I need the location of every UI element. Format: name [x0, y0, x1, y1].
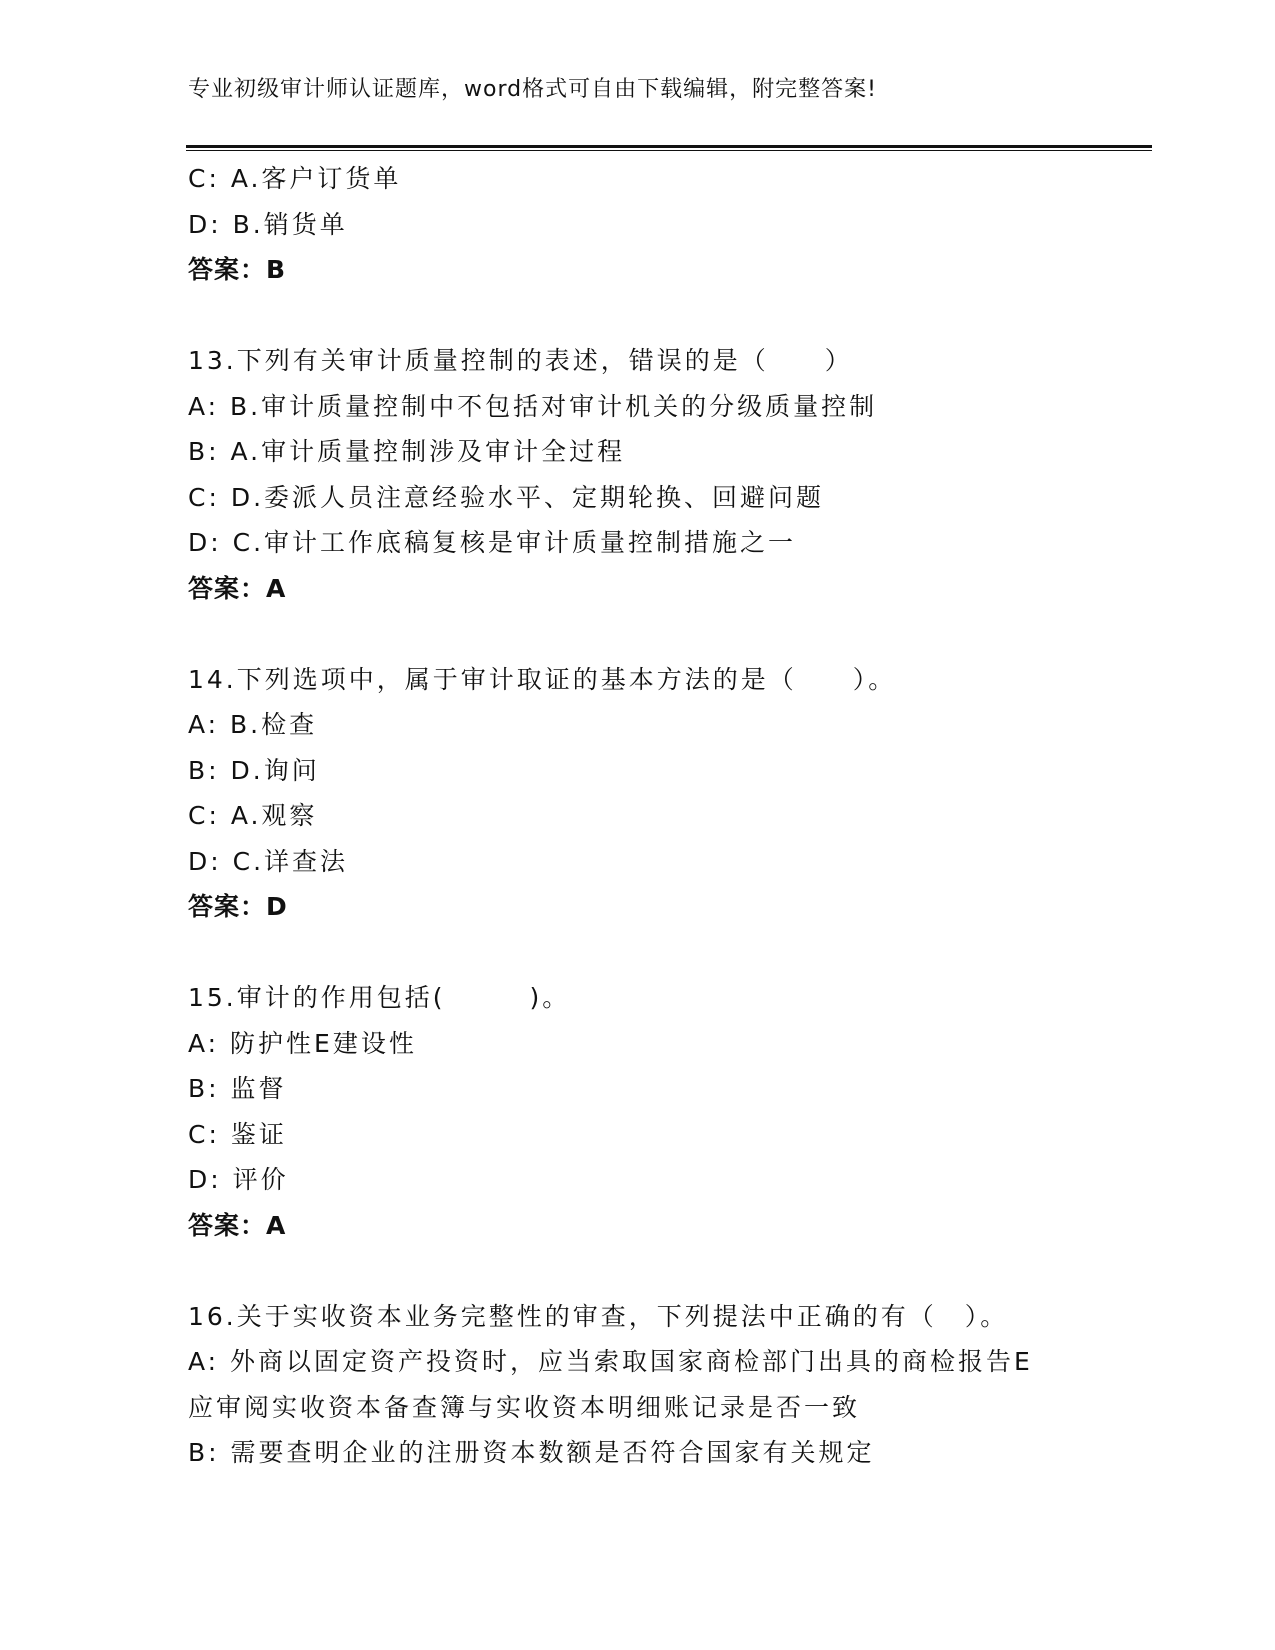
header-rule	[186, 145, 1152, 148]
answer-line: 答案：A	[188, 573, 287, 603]
spacer	[188, 293, 1148, 339]
option-line-continuation: 应审阅实收资本备查簿与实收资本明细账记录是否一致	[188, 1392, 861, 1422]
option-line: A: 外商以固定资产投资时，应当索取国家商检部门出具的商检报告E	[188, 1347, 1033, 1376]
spacer	[188, 611, 1148, 657]
option-line: B: 监督	[188, 1074, 287, 1103]
question-stem: 16.关于实收资本业务完整性的审查，下列提法中正确的有（ ）。	[188, 1301, 1009, 1331]
option-line: A: B.检查	[188, 710, 318, 739]
page-header: 专业初级审计师认证题库，word格式可自由下载编辑，附完整答案!	[188, 77, 877, 102]
option-line: A: 防护性E建设性	[188, 1028, 417, 1058]
option-line: B: 需要查明企业的注册资本数额是否符合国家有关规定	[188, 1438, 875, 1467]
option-line: D: B.销货单	[188, 209, 348, 239]
answer-line: 答案：D	[188, 892, 288, 921]
spacer	[188, 930, 1148, 976]
spacer	[188, 1248, 1148, 1294]
answer-line: 答案：A	[188, 1210, 287, 1240]
option-line: B: D.询问	[188, 755, 320, 785]
option-line: A: B.审计质量控制中不包括对审计机关的分级质量控制	[188, 391, 878, 421]
question-stem: 14.下列选项中，属于审计取证的基本方法的是（ ）。	[188, 664, 897, 694]
question-stem: 15.审计的作用包括( )。	[188, 983, 571, 1012]
option-line: D: C.审计工作底稿复核是审计质量控制措施之一	[188, 528, 797, 557]
question-stem: 13.下列有关审计质量控制的表述，错误的是（ ）	[188, 346, 853, 375]
option-line: C: 鉴证	[188, 1119, 287, 1149]
answer-line: 答案：B	[188, 255, 287, 284]
option-line: C: A.客户订货单	[188, 164, 402, 193]
option-line: D: 评价	[188, 1165, 289, 1194]
option-line: C: D.委派人员注意经验水平、定期轮换、回避问题	[188, 482, 825, 512]
option-line: B: A.审计质量控制涉及审计全过程	[188, 437, 626, 466]
option-line: D: C.详查法	[188, 846, 349, 876]
option-line: C: A.观察	[188, 801, 318, 830]
header-rule-thin	[186, 150, 1152, 151]
question-content	[188, 156, 1148, 1476]
